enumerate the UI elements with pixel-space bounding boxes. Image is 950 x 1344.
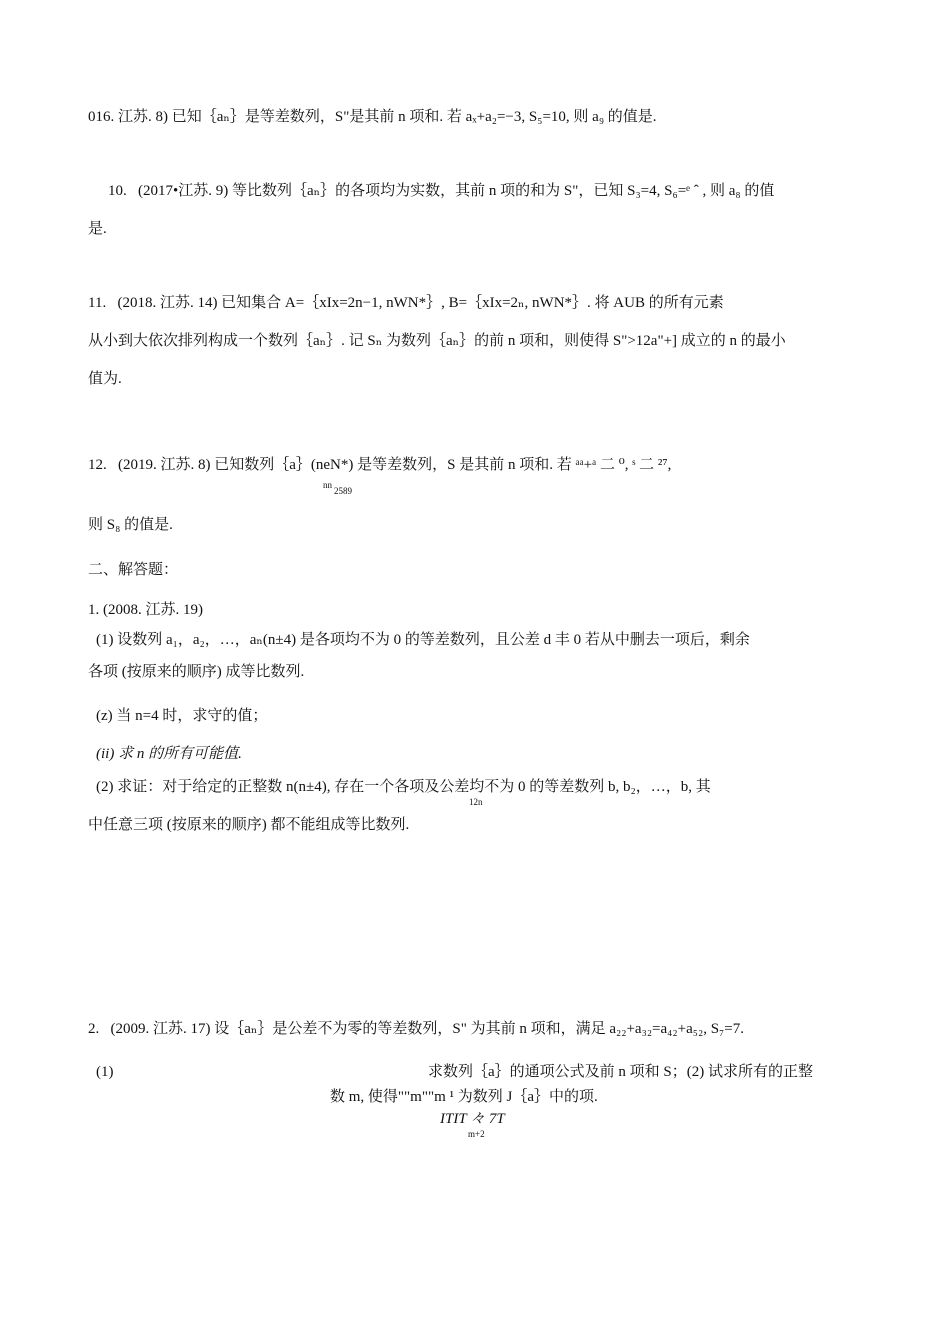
- question-12-line-2: 则 S₈ 的值是.: [88, 517, 173, 533]
- question-9-text: 016. 江苏. 8) 已知｛aₙ｝是等差数列，S"是其前 n 项和. 若 aₓ+a₂=−3, S₅=10, 则 a₉ 的值是.: [88, 109, 657, 125]
- problem-1-part-2: (2) 求证：对于给定的正整数 n(n±4), 存在一个各项及公差均不为 0 的等差数列 b, b₂，…，b, 其: [96, 779, 711, 795]
- section-heading: 二、解答题：: [88, 562, 179, 578]
- problem-2-formula-subscript: m+2: [468, 1129, 485, 1139]
- problem-2-formula: ITIT 々 7T: [440, 1111, 505, 1127]
- question-11-line-3: 值为.: [88, 371, 122, 387]
- problem-2-part-2: 数 m, 使得""m""m ¹ 为数列 J｛a｝中的项.: [330, 1089, 598, 1105]
- problem-1-part-1: (1) 设数列 a₁，a₂，…，aₙ(n±4) 是各项均不为 0 的等差数列，且公差 d 丰 0 若从中删去一项后，剩余: [96, 632, 750, 648]
- problem-1-part-2-cont: 中任意三项 (按原来的顺序) 都不能组成等比数列.: [88, 817, 410, 833]
- problem-1-part-2-subscript: 12n: [469, 797, 483, 807]
- problem-1-subpart-ii: (ii) 求 n 的所有可能值.: [96, 746, 242, 762]
- question-12-subscript: nn: [323, 480, 332, 490]
- question-11-line-1: 11. (2018. 江苏. 14) 已知集合 A=｛xIx=2n−1, nWN*｝, B=｛xIx=2ₙ, nWN*｝. 将 AUB 的所有元素: [88, 295, 724, 311]
- question-10-line-2: 是.: [88, 221, 107, 237]
- problem-1-subpart-i: (z) 当 n=4 时，求守的值；: [96, 708, 268, 724]
- question-12-subscript-2: 2589: [334, 486, 352, 496]
- question-11-line-2: 从小到大依次排列构成一个数列｛aₙ｝. 记 Sₙ 为数列｛aₙ｝的前 n 项和，则使得 S">12a"+] 成立的 n 的最小: [88, 333, 786, 349]
- question-12-line-1: 12. (2019. 江苏. 8) 已知数列｛a｝(neN*) 是等差数列，S 是其前 n 项和. 若 ᵃᵃ+ᵃ 二 ⁰, ˢ 二 ²⁷,: [88, 457, 672, 473]
- problem-1-title: 1. (2008. 江苏. 19): [88, 602, 203, 618]
- problem-2-part-label: (1): [96, 1064, 114, 1080]
- question-10-line-1: 10. (2017•江苏. 9) 等比数列｛aₙ｝的各项均为实数，其前 n 项的和为 S"，已知 S₃=4, S₆=ᵉ ˆ , 则 a₈ 的值: [108, 183, 775, 199]
- problem-2-title: 2. (2009. 江苏. 17) 设｛aₙ｝是公差不为零的等差数列，S" 为其前 n 项和，满足 a₂₂+a₃₂=a₄₂+a₅₂, S₇=7.: [88, 1021, 744, 1037]
- problem-2-part-1: 求数列｛a｝的通项公式及前 n 项和 S；(2) 试求所有的正整: [428, 1064, 813, 1080]
- problem-1-part-1-cont: 各项 (按原来的顺序) 成等比数列.: [88, 664, 305, 680]
